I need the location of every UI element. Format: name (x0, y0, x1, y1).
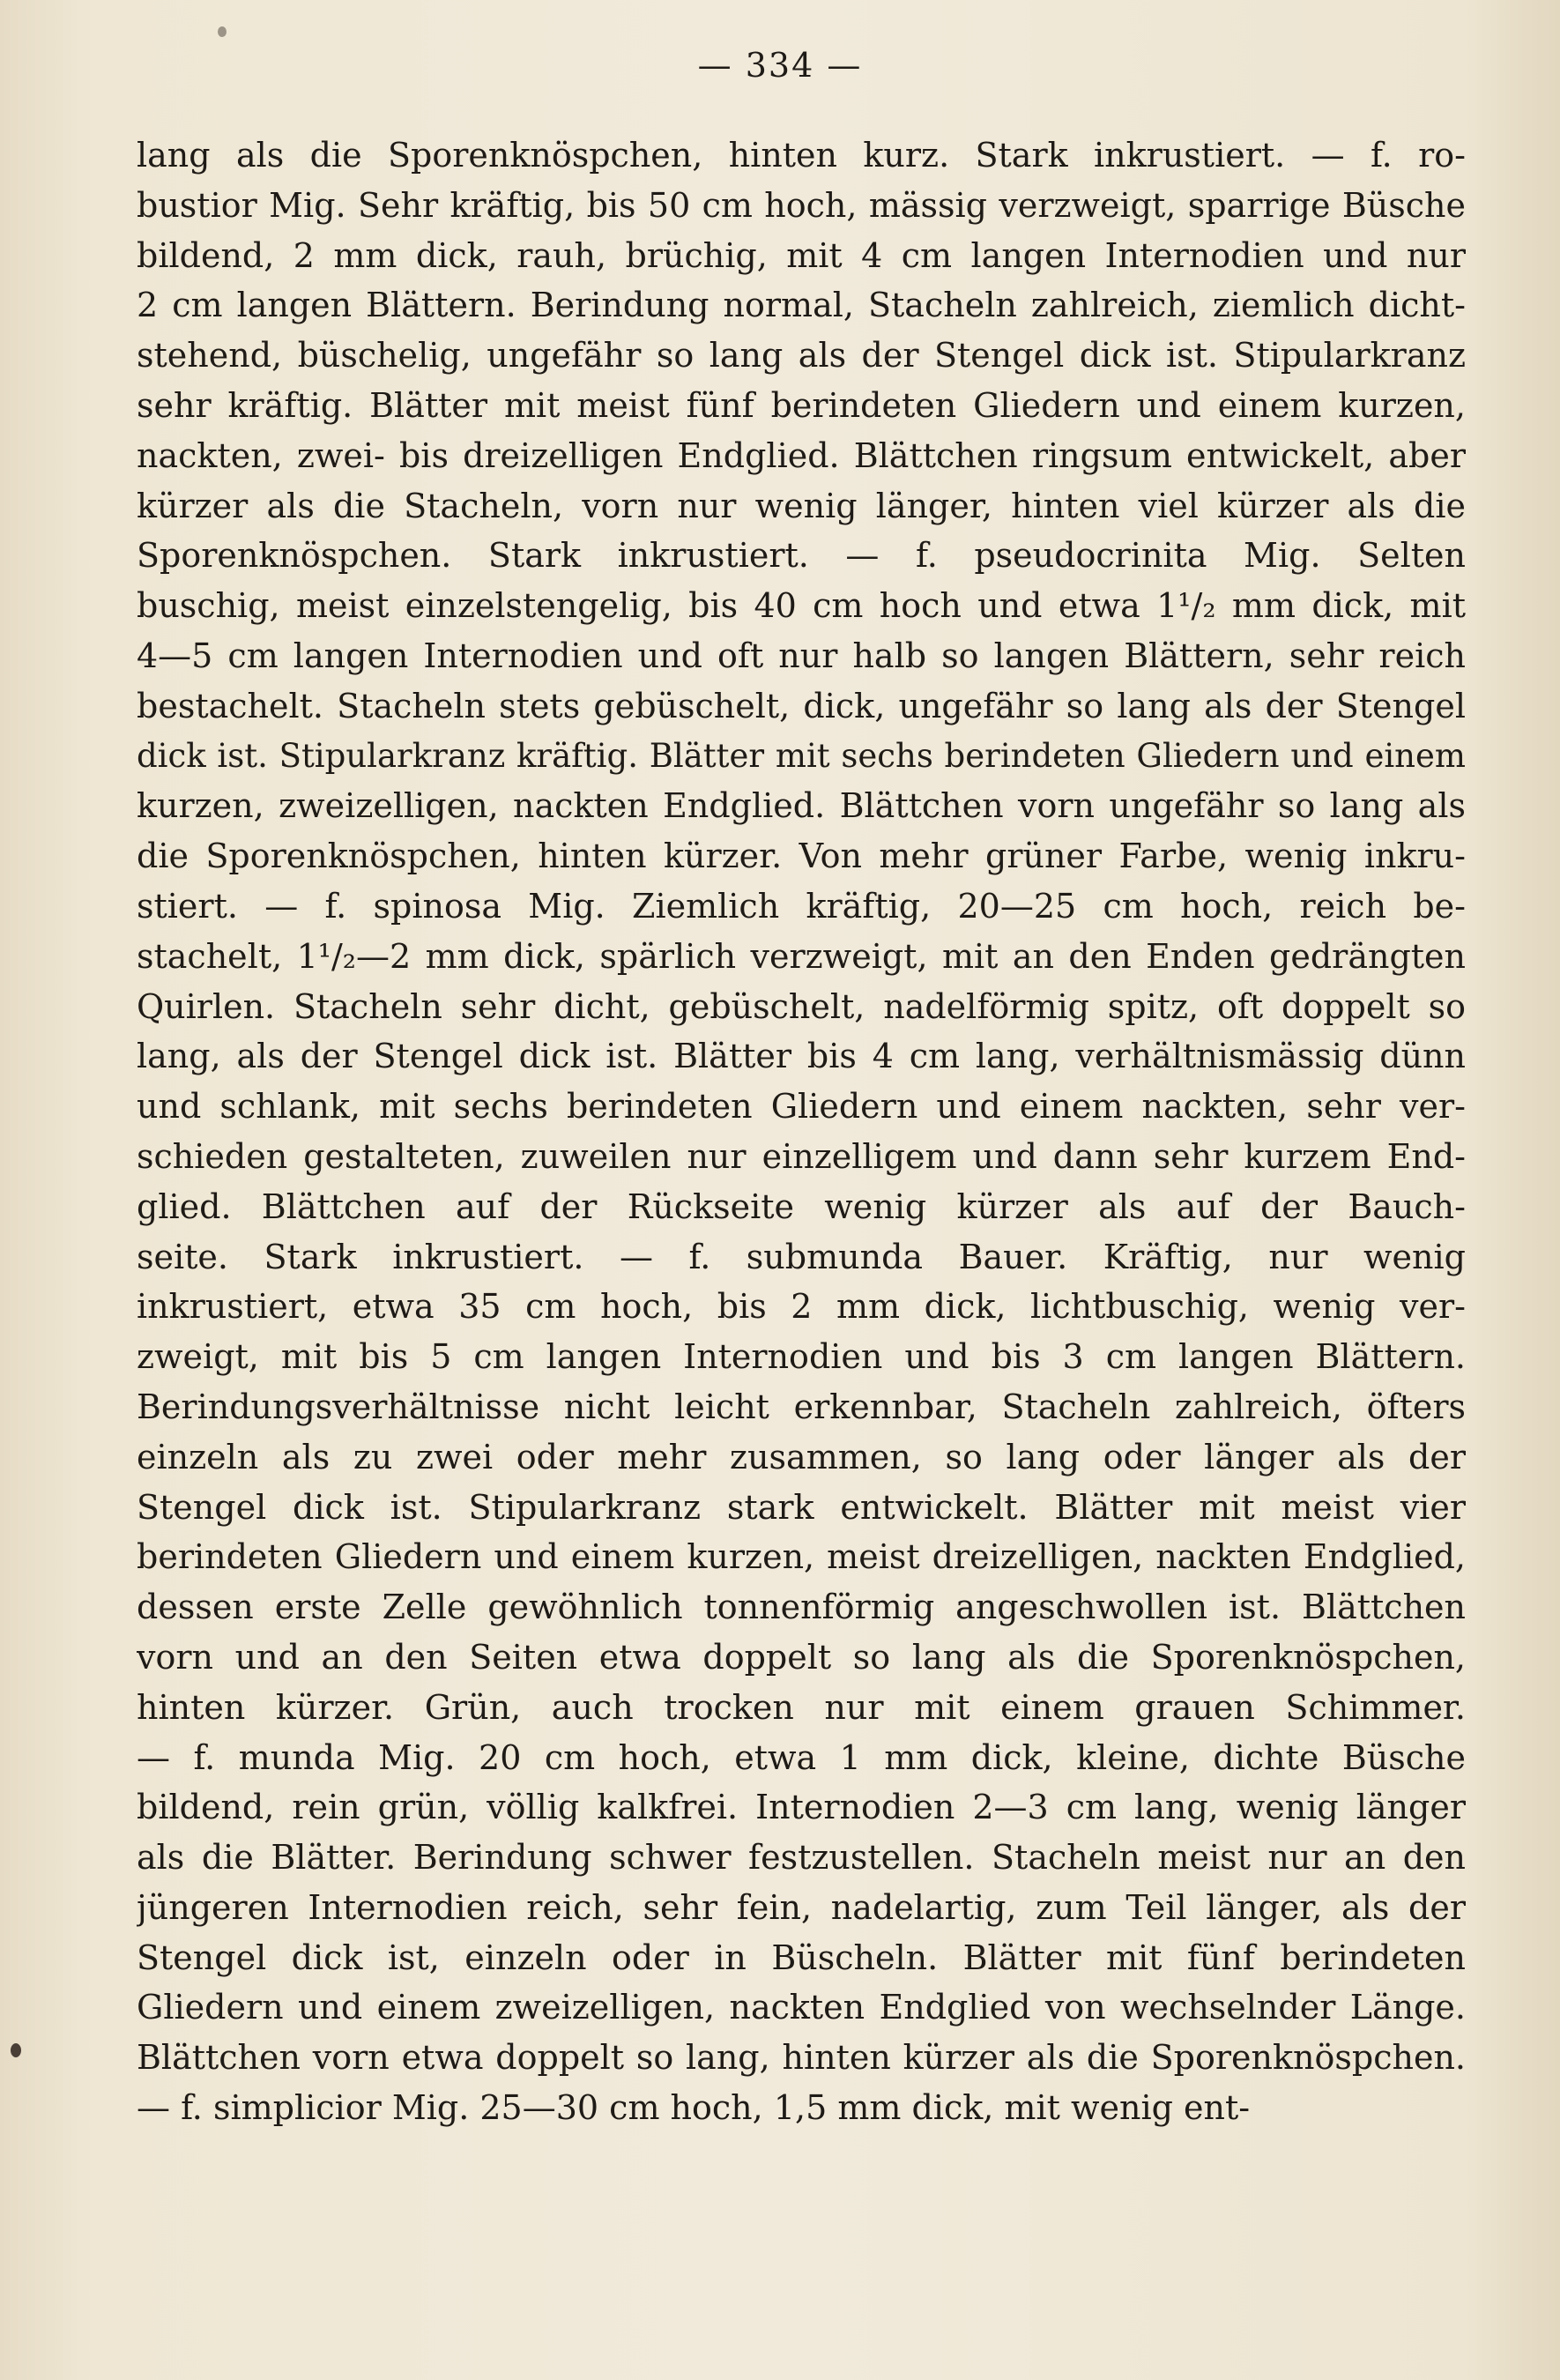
text-line-18: Quirlen. Stacheln sehr dicht, gebüschelt, nadelförmig spitz, oft doppelt so (137, 986, 1466, 1026)
text-line-31: vorn und an den Seiten etwa doppelt so lang als die Sporenknöspchen, (137, 1637, 1466, 1677)
text-line-11: 4—5 cm langen Internodien und oft nur halb so langen Blättern, sehr reich (137, 636, 1466, 675)
text-line-35: als die Blätter. Berindung schwer festzustellen. Stacheln meist nur an den (137, 1838, 1466, 1878)
text-line-13: dick ist. Stipularkranz kräftig. Blätter mit sechs berindeten Gliedern und einem (137, 736, 1466, 775)
text-line-27: einzeln als zu zwei oder mehr zusammen, so lang oder länger als der (137, 1437, 1466, 1476)
text-line-2: bustior Mig. Sehr kräftig, bis 50 cm hoch, mässig verzweigt, sparrige Büsche (137, 185, 1466, 225)
text-line-33: — f. munda Mig. 20 cm hoch, etwa 1 mm dick, kleine, dichte Büsche (137, 1737, 1466, 1777)
text-line-17: stachelt, 1¹/₂—2 mm dick, spärlich verzweigt, mit an den Enden gedrängten (137, 936, 1466, 976)
text-line-10: buschig, meist einzelstengelig, bis 40 cm hoch und etwa 1¹/₂ mm dick, mit (137, 586, 1466, 626)
text-line-4: 2 cm langen Blättern. Berindung normal, Stacheln zahlreich, ziemlich dicht- (137, 286, 1466, 325)
text-line-30: dessen erste Zelle gewöhnlich tonnenförmig angeschwollen ist. Blättchen (137, 1588, 1466, 1627)
text-line-24: inkrustiert, etwa 35 cm hoch, bis 2 mm dick, lichtbuschig, wenig ver- (137, 1287, 1466, 1327)
text-line-5: stehend, büschelig, ungefähr so lang als der Stengel dick ist. Stipularkranz (137, 336, 1466, 376)
text-line-39: Blättchen vorn etwa doppelt so lang, hinten kürzer als die Sporenknöspchen. (137, 2038, 1466, 2078)
text-line-29: berindeten Gliedern und einem kurzen, meist dreizelligen, nackten Endglied, (137, 1537, 1466, 1577)
text-line-20: und schlank, mit sechs berindeten Gliedern und einem nackten, sehr ver- (137, 1087, 1466, 1127)
text-line-12: bestachelt. Stacheln stets gebüschelt, dick, ungefähr so lang als der Stengel (137, 686, 1466, 725)
text-line-28: Stengel dick ist. Stipularkranz stark entwickelt. Blätter mit meist vier (137, 1487, 1466, 1527)
text-line-9: Sporenknöspchen. Stark inkrustiert. — f. pseudocrinita Mig. Selten (137, 536, 1466, 576)
text-line-7: nackten, zwei- bis dreizelligen Endglied. Blättchen ringsum entwickelt, aber (137, 435, 1466, 475)
text-line-26: Berindungsverhältnisse nicht leicht erkennbar, Stacheln zahlreich, öfters (137, 1387, 1466, 1426)
text-line-3: bildend, 2 mm dick, rauh, brüchig, mit 4 cm langen Internodien und nur (137, 235, 1466, 275)
text-line-14: kurzen, zweizelligen, nackten Endglied. Blättchen vorn ungefähr so lang als (137, 786, 1466, 826)
ink-spot (218, 26, 227, 37)
text-line-36: jüngeren Internodien reich, sehr fein, nadelartig, zum Teil länger, als der (137, 1887, 1466, 1927)
page-number: — 334 — (697, 46, 863, 85)
text-line-1: lang als die Sporenknöspchen, hinten kurz. Stark inkrustiert. — f. ro- (137, 136, 1466, 175)
text-line-34: bildend, rein grün, völlig kalkfrei. Internodien 2—3 cm lang, wenig länger (137, 1788, 1466, 1827)
text-line-25: zweigt, mit bis 5 cm langen Internodien und bis 3 cm langen Blättern. (137, 1337, 1466, 1377)
text-line-38: Gliedern und einem zweizelligen, nackten Endglied von wechselnder Länge. (137, 1988, 1466, 2027)
text-line-19: lang, als der Stengel dick ist. Blätter bis 4 cm lang, verhältnismässig dünn (137, 1037, 1466, 1076)
text-line-22: glied. Blättchen auf der Rückseite wenig kürzer als auf der Bauch- (137, 1186, 1466, 1226)
text-line-40: — f. simplicior Mig. 25—30 cm hoch, 1,5 mm dick, mit wenig ent- (137, 2088, 1251, 2128)
text-line-21: schieden gestalteten, zuweilen nur einzelligem und dann sehr kurzem End- (137, 1136, 1466, 1176)
text-line-15: die Sporenknöspchen, hinten kürzer. Von mehr grüner Farbe, wenig inkru- (137, 837, 1466, 876)
body-text (137, 130, 1466, 2133)
text-line-37: Stengel dick ist, einzeln oder in Büscheln. Blätter mit fünf berindeten (137, 1937, 1466, 1977)
ink-spot (11, 2043, 21, 2057)
text-line-6: sehr kräftig. Blätter mit meist fünf berindeten Gliedern und einem kurzen, (137, 385, 1466, 425)
text-line-32: hinten kürzer. Grün, auch trocken nur mit einem grauen Schimmer. (137, 1687, 1466, 1727)
text-line-23: seite. Stark inkrustiert. — f. submunda Bauer. Kräftig, nur wenig (137, 1237, 1466, 1276)
text-line-8: kürzer als die Stacheln, vorn nur wenig länger, hinten viel kürzer als die (137, 486, 1466, 525)
text-line-16: stiert. — f. spinosa Mig. Ziemlich kräftig, 20—25 cm hoch, reich be- (137, 886, 1466, 926)
